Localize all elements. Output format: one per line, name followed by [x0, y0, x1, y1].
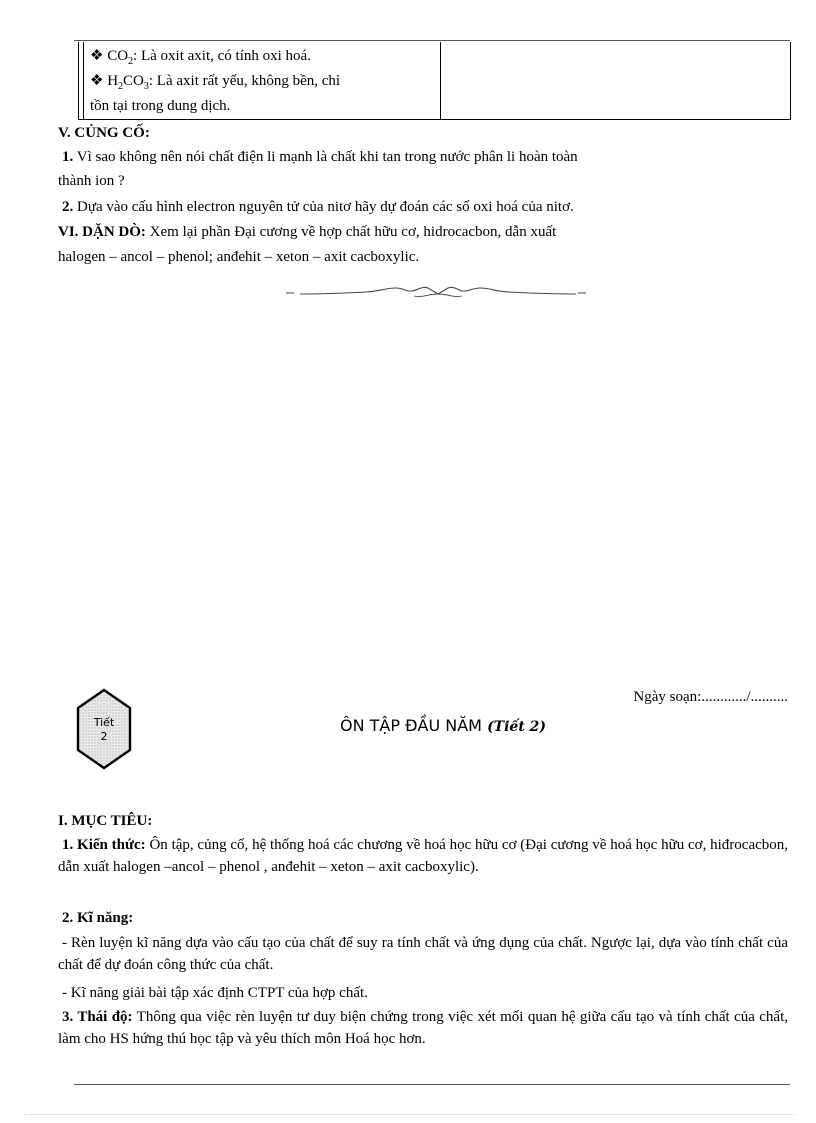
question-text: Vì sao không nên nói chất điện li mạnh là chất khi tan trong nước phân li hoàn toàn [76, 149, 578, 165]
formula-subscript: 2 [128, 56, 134, 67]
bottom-rule [74, 1084, 790, 1085]
lesson-title [340, 715, 546, 738]
ki-nang-paragraph-1: - Rèn luyện kĩ năng dựa vào cấu tạo của chất để suy ra tính chất và ứng dụng của chất. Ngược lại, dựa vào tính chất của chất để dự đoán công thức của chất. [58, 935, 788, 973]
cung-co-question-1-cont: thành ion ? [58, 173, 125, 189]
diamond-bullet-icon: ❖ [90, 73, 104, 89]
dan-do-text: Xem lại phần Đại cương về hợp chất hữu cơ, hidrocacbon, dẫn xuất [149, 224, 557, 240]
dan-do-line-2: halogen – ancol – phenol; anđehit – xeton – axit cacboxylic. [58, 249, 420, 265]
kien-thuc-paragraph [58, 834, 788, 878]
flourish-divider-icon [286, 282, 586, 304]
thai-do-label: 3. Thái độ: [62, 1009, 133, 1025]
formula-co: CO [123, 73, 144, 89]
table-column-divider [440, 42, 441, 120]
dan-do-heading: VI. DẶN DÒ: [58, 224, 146, 240]
table-row-co2 [90, 44, 434, 69]
top-rule [74, 40, 790, 41]
ki-nang-paragraph-2: - Kĩ năng giải bài tập xác định CTPT của hợp chất. [62, 985, 368, 1001]
muc-tieu-heading: I. MỤC TIÊU: [58, 813, 153, 829]
co2-description: : Là oxit axit, có tính oxi hoá. [133, 48, 311, 64]
kien-thuc-label: 1. Kiến thức: [62, 837, 146, 853]
thai-do-paragraph [58, 1006, 788, 1050]
formula-co: CO [107, 48, 129, 64]
page-edge-rule [24, 1114, 794, 1115]
formula-h: H [107, 73, 119, 89]
formula-subscript: 3 [143, 81, 149, 92]
lesson-title-main: ÔN TẬP ĐẦU NĂM [340, 716, 482, 735]
cung-co-question-1 [62, 146, 802, 168]
formula-subscript: 2 [118, 81, 124, 92]
question-number: 2. [62, 199, 74, 215]
lesson-badge-number: 2 [100, 730, 108, 743]
question-text: Dựa vào cấu hình electron nguyên tử của nitơ hãy dự đoán các số oxi hoá của nitơ. [77, 199, 574, 215]
cung-co-heading: V. CỦNG CỐ: [58, 125, 150, 141]
lesson-badge-label: Tiết [93, 716, 115, 729]
dan-do-line-1 [58, 221, 798, 243]
thai-do-text: Thông qua việc rèn luyện tư duy biện chứng trong việc xét mối quan hệ giữa cấu tạo và tính chất của chất, làm cho HS hứng thú học tập và yêu thích môn Hoá học hơn. [58, 1009, 788, 1047]
diamond-bullet-icon: ❖ [90, 48, 104, 64]
lesson-badge-text [76, 716, 132, 744]
summary-table [78, 42, 791, 120]
table-cell-left [90, 44, 434, 119]
lesson-title-sub: (Tiết 2) [487, 719, 547, 735]
date-prepared: Ngày soạn:............/.......... [633, 689, 788, 705]
table-row-continuation: tồn tại trong dung dịch. [90, 98, 231, 114]
kien-thuc-text: Ôn tập, củng cố, hệ thống hoá các chương về hoá học hữu cơ (Đại cương về hoá học hữu cơ, hiđrocacbon, dẫn xuất halogen –ancol – phenol , anđehit – xeton – axit cacboxylic). [58, 837, 789, 875]
table-double-border [83, 42, 84, 120]
h2co3-description: : Là axit rất yếu, không bền, chỉ [148, 73, 341, 89]
cung-co-question-2 [62, 196, 802, 218]
question-number: 1. [62, 149, 74, 165]
table-row-h2co3 [90, 69, 434, 94]
ki-nang-label: 2. Kĩ năng: [62, 910, 134, 926]
